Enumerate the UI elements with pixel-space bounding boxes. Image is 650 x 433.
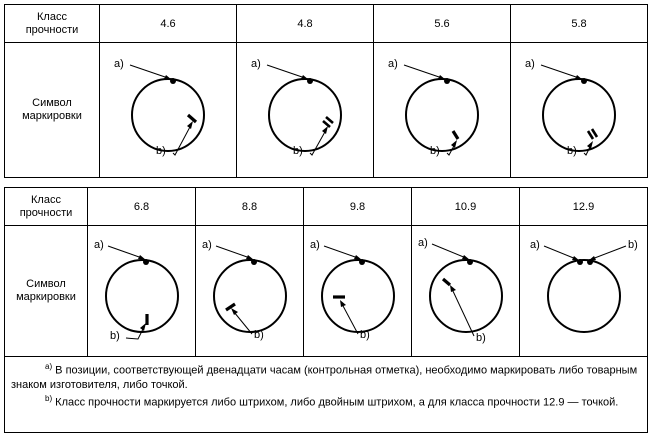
- callout-a-label: a): [525, 58, 535, 70]
- strength-class-cell: 5.6: [374, 5, 511, 43]
- bolt-head-circle: [543, 79, 615, 151]
- strength-dash: [326, 117, 333, 123]
- header-line-2: прочности: [25, 23, 79, 36]
- bolt-head-circle: [430, 260, 502, 332]
- row-label-line-1: Символ: [32, 97, 72, 109]
- marking-diagram-8-8: [196, 226, 304, 357]
- footnote-a-text: В позиции, соответствующей двенадцати часам (контрольная отметка), необходимо маркировать либо товарным знаком изготовителя, либо точкой.: [11, 364, 638, 391]
- strength-dash: [592, 129, 597, 137]
- reference-dot: [359, 259, 365, 265]
- callout-b-label: b): [430, 145, 440, 157]
- row-label-line-1: Символ: [26, 278, 66, 290]
- reference-dot: [444, 78, 450, 84]
- strength-marking-table-2: [4, 187, 648, 433]
- footnote-b-marker: b): [45, 393, 53, 403]
- strength-class-cell: 10.9: [412, 188, 520, 226]
- strength-class-cell: 9.8: [304, 188, 412, 226]
- strength-class-cell: 4.6: [100, 5, 237, 43]
- header-line-2: прочности: [19, 206, 73, 219]
- bolt-head-circle: [548, 260, 620, 332]
- strength-marking-table-1: [4, 4, 648, 178]
- callout-a-label: a): [418, 237, 428, 249]
- bolt-head-circle: [406, 79, 478, 151]
- strength-class-cell: 5.8: [511, 5, 648, 43]
- marking-diagram-10-9: [412, 226, 520, 357]
- marking-diagram-5-8: [511, 43, 648, 178]
- callout-b-label: b): [156, 145, 166, 157]
- marking-diagram-12-9: [520, 226, 648, 357]
- callout-b-label: b): [360, 329, 370, 341]
- bolt-head-circle: [132, 79, 204, 151]
- reference-dot: [307, 78, 313, 84]
- header-line-1: Класс: [31, 193, 61, 206]
- callout-a-label: a): [202, 239, 212, 251]
- marking-symbol-label: [5, 226, 88, 357]
- callout-a-label: a): [251, 58, 261, 70]
- marking-diagram-9-8: [304, 226, 412, 357]
- callout-b-label: b): [293, 145, 303, 157]
- footnote-a-marker: a): [45, 362, 53, 371]
- footnotes: [5, 357, 648, 433]
- footnote-b: [11, 392, 641, 410]
- callout-a-label: a): [388, 58, 398, 70]
- strength-dash: [453, 131, 458, 139]
- marking-diagram-5-6: [374, 43, 511, 178]
- bolt-head-circle: [322, 260, 394, 332]
- reference-dot: [467, 259, 473, 265]
- strength-dash: [323, 121, 330, 127]
- marking-diagram-4-6: [100, 43, 237, 178]
- reference-dot: [170, 78, 176, 84]
- bolt-head-circle: [106, 260, 178, 332]
- strength-dash: [588, 131, 593, 139]
- bolt-head-circle: [214, 260, 286, 332]
- strength-dot: [587, 259, 593, 265]
- bolt-head-circle: [269, 79, 341, 151]
- strength-class-cell: 6.8: [88, 188, 196, 226]
- callout-b-label: b): [476, 332, 486, 344]
- strength-class-header: [5, 188, 88, 226]
- callout-b-label: b): [567, 145, 577, 157]
- marking-diagram-4-8: [237, 43, 374, 178]
- strength-class-cell: 12.9: [520, 188, 648, 226]
- reference-dot: [577, 259, 583, 265]
- strength-dash: [188, 115, 196, 122]
- strength-class-header: [5, 5, 100, 43]
- callout-b-label: b): [254, 329, 264, 341]
- strength-dash: [226, 304, 235, 310]
- strength-dash: [443, 279, 450, 285]
- reference-dot: [143, 259, 149, 265]
- marking-diagram-6-8: [88, 226, 196, 357]
- marking-symbol-label: [5, 43, 100, 178]
- callout-a-label: a): [310, 239, 320, 251]
- callout-b-label: b): [110, 330, 120, 342]
- row-label-line-2: маркировки: [16, 291, 76, 303]
- strength-class-cell: 8.8: [196, 188, 304, 226]
- reference-dot: [251, 259, 257, 265]
- callout-b-label: b): [628, 239, 638, 251]
- reference-dot: [581, 78, 587, 84]
- callout-a-label: a): [530, 239, 540, 251]
- footnote-b-text: Класс прочности маркируется либо штрихом, либо двойным штрихом, а для класса прочности 12.9 — точкой.: [52, 396, 619, 409]
- footnote-a: [11, 360, 641, 392]
- row-label-line-2: маркировки: [22, 110, 82, 122]
- strength-class-cell: 4.8: [237, 5, 374, 43]
- callout-a-label: a): [94, 239, 104, 251]
- callout-a-label: a): [114, 58, 124, 70]
- header-line-1: Класс: [37, 10, 67, 23]
